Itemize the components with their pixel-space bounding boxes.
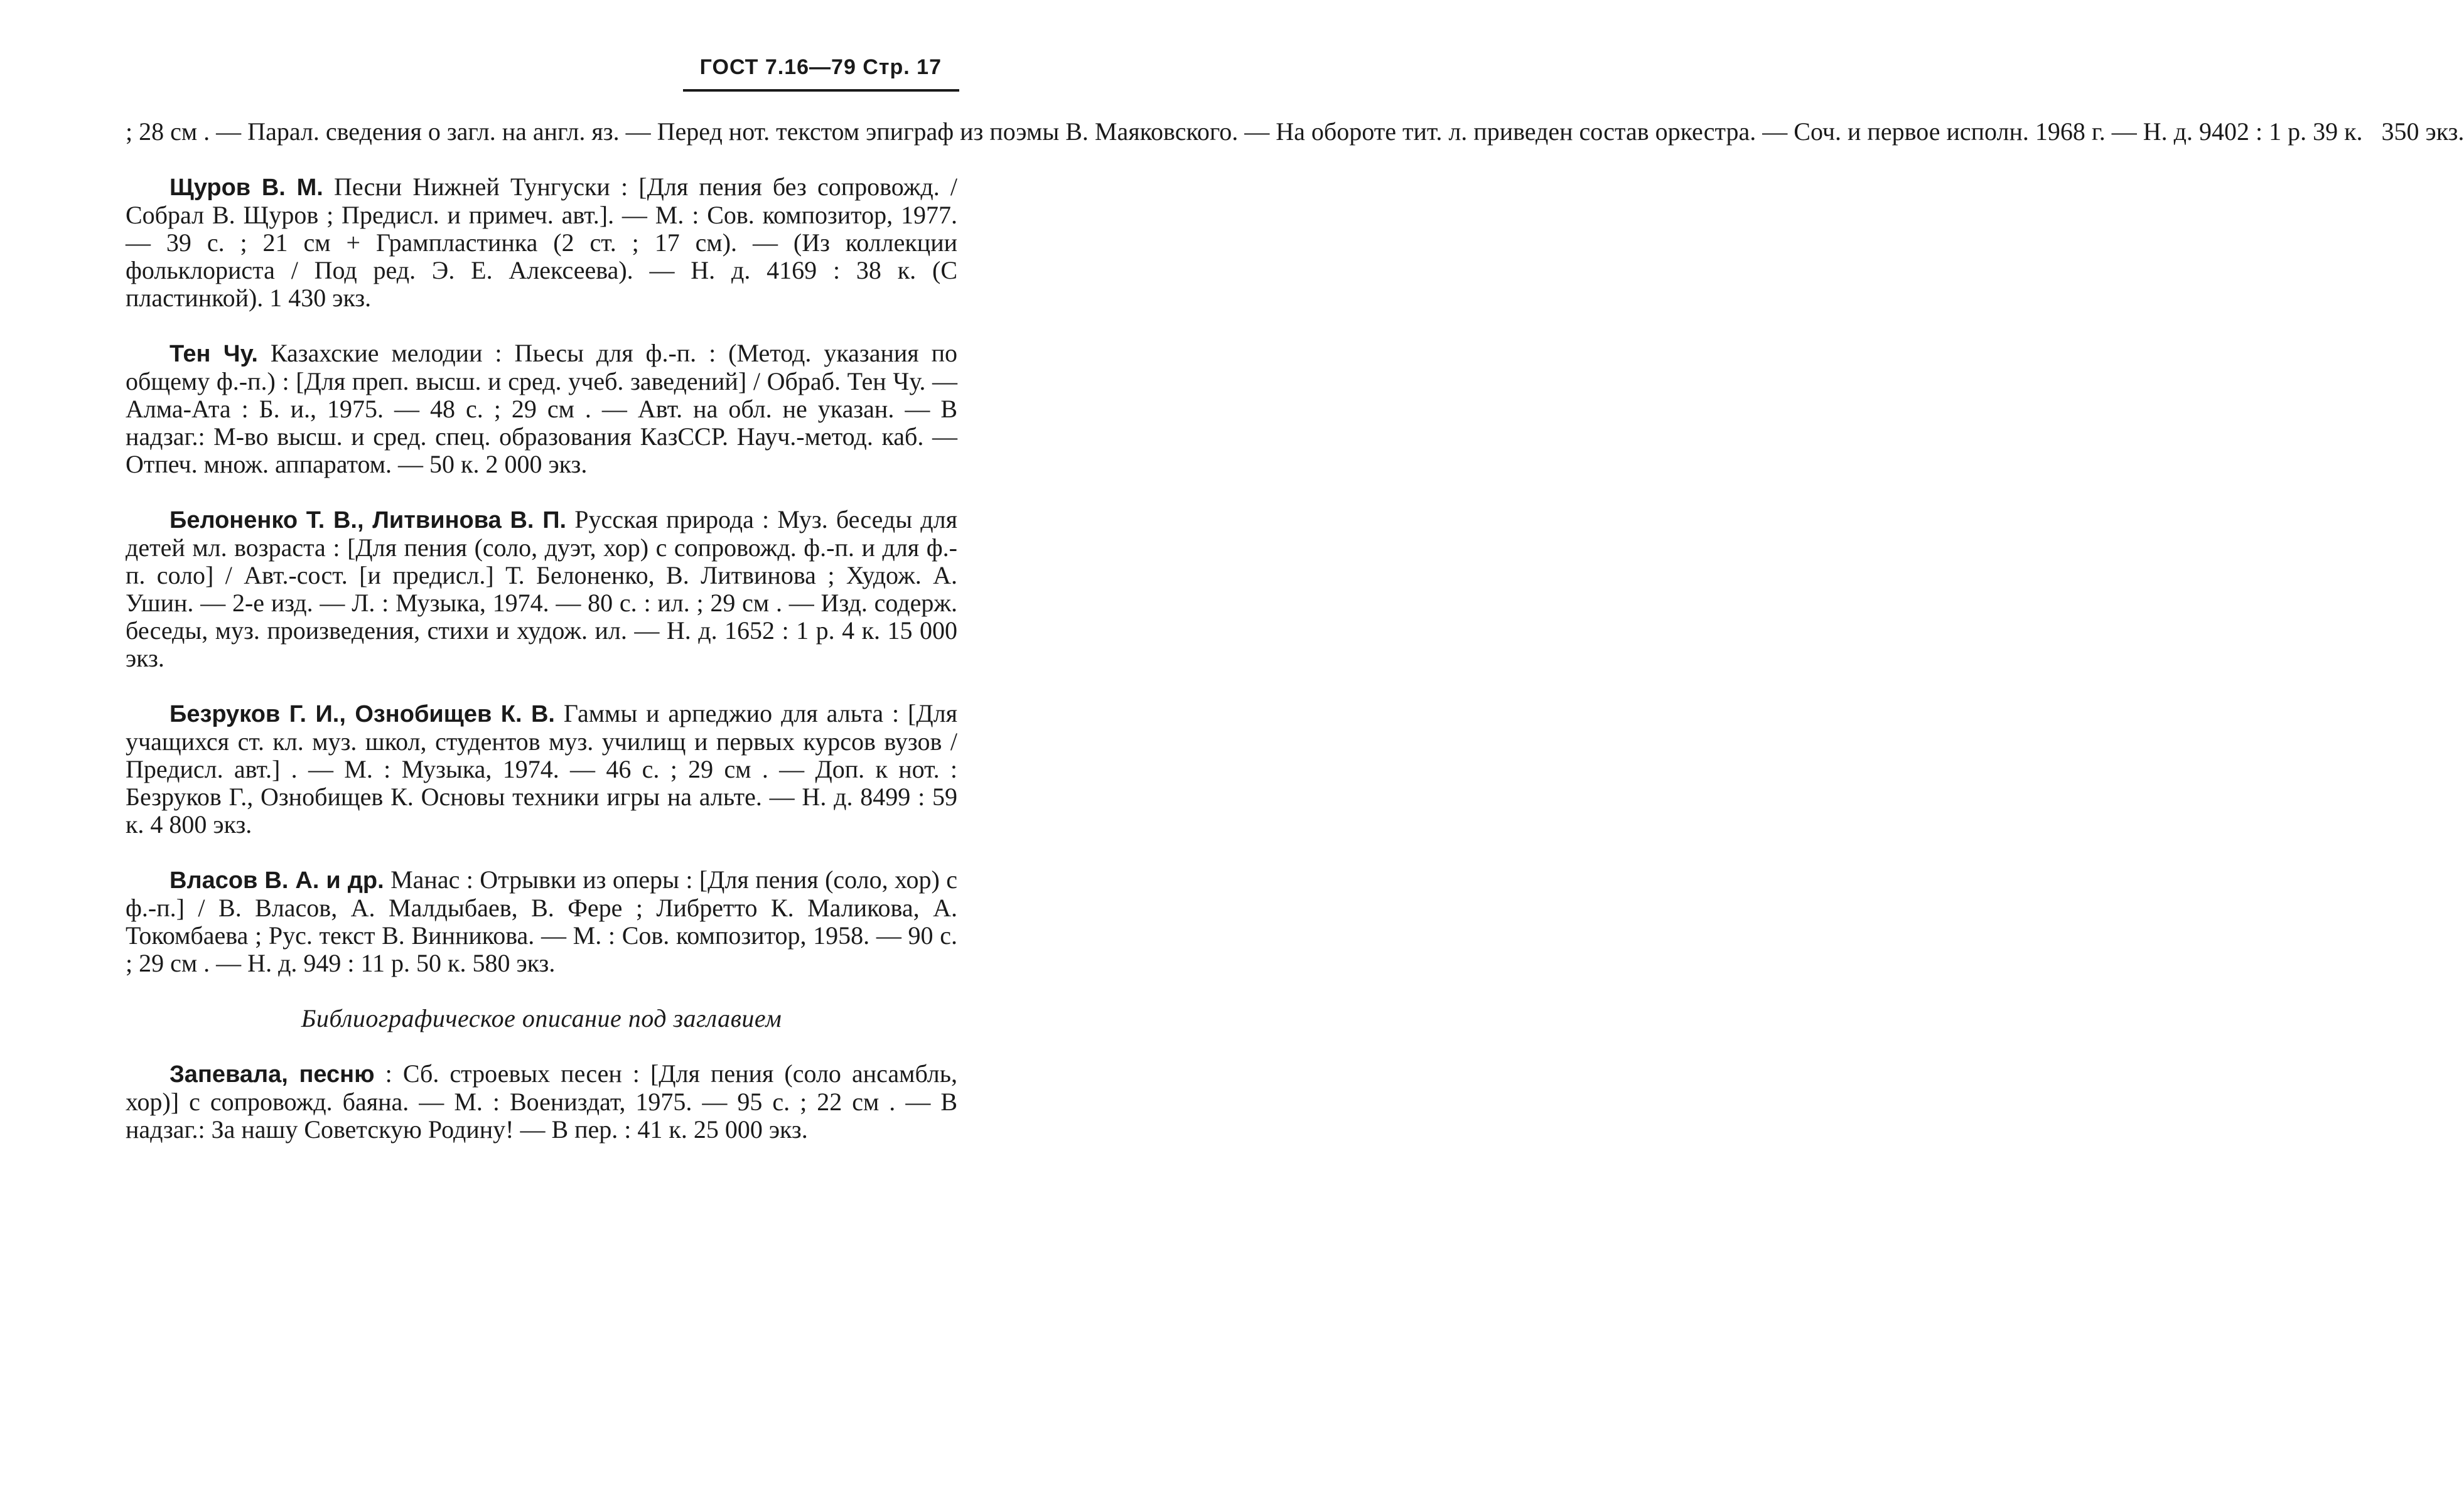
entry-text: Манас : Отрывки из оперы : [Для пения (соло, хор) с ф.-п.] / В. Власов, А. Малдыбаев, В. Фере ; Либретто К. Маликова, А. Токомбаева ; Рус. текст В. Винникова. — М. : Сов. композитор, 1958. — 90 с. ; 29 см . — Н. д. 949 : 11 р. 50 к. 580 экз. <box>126 865 958 977</box>
entry-author: Белоненко Т. В., Литвинова В. П. <box>169 507 567 533</box>
bibliographic-entry <box>126 340 957 478</box>
entry-text: Гаммы и арпеджио для альта : [Для учащихся ст. кл. муз. школ, студентов муз. училищ и первых курсов вузов / Предисл. авт.] . — М. : Музыка, 1974. — 46 с. ; 29 см . — Доп. к нот. : Безруков Г., Ознобищев К. Основы техники игры на альте. — Н. д. 8499 : 59 к. 4 800 экз. <box>126 699 957 838</box>
running-head: ГОСТ 7.16—79 Стр. 17 <box>699 55 942 79</box>
entry-text: Русская природа : Муз. беседы для детей мл. возраста : [Для пения (соло, дуэт, хор) с сопровожд. ф.-п. и для ф.-п. соло] / Авт.-сост. [и предисл.] Т. Белоненко, В. Литвинова ; Худож. А. Ушин. — 2-е изд. — Л. : Музыка, 1974. — 80 с. : ил. ; 29 см . — Изд. содерж. беседы, муз. произведения, стихи и худож. ил. — Н. д. 1652 : 1 р. 4 к. 15 000 экз. <box>126 505 957 672</box>
entry-author: Власов В. А. и др. <box>169 867 384 894</box>
entry-author: Щуров В. М. <box>169 174 323 201</box>
header-rule <box>683 89 959 92</box>
entry-author: Безруков Г. И., Ознобищев К. В. <box>169 701 555 727</box>
bibliographic-entry <box>126 506 957 672</box>
bibliographic-entry <box>126 173 957 312</box>
bibliographic-entry <box>126 700 957 838</box>
entry-text: Казахские мелодии : Пьесы для ф.-п. : (Метод. указания по общему ф.-п.) : [Для преп. высш. и сред. учеб. заведений] / Обраб. Тен Чу. — Алма-Ата : Б. и., 1975. — 48 с. ; 29 см . — Авт. на обл. не указан. — В надзаг.: М-во высш. и сред. спец. образования КазССР. Науч.-метод. каб. — Отпеч. множ. аппаратом. — 50 к. 2 000 экз. <box>126 339 958 478</box>
entry-title-heading: Запевала, песню <box>169 1061 375 1088</box>
bibliographic-entry <box>126 866 957 977</box>
entry-text: : Сб. строевых песен : [Для пения (соло ансамбль, хор)] с сопровожд. баяна. — М. : Воениздат, 1975. — 95 с. ; 22 см . — В надзаг.: За нашу Советскую Родину! — В пер. : 41 к. 25 000 экз. <box>126 1059 958 1144</box>
entry-text: Песни Нижней Тунгуски : [Для пения без сопровожд. / Собрал В. Щуров ; Предисл. и примеч. авт.]. — М. : Сов. композитор, 1977. — 39 с. ; 21 см + Грампластинка (2 ст. ; 17 см). — (Из коллекции фольклориста / Под ред. Э. Е. Алексеева). — Н. д. 4169 : 38 к. (С пластинкой). 1 430 экз. <box>126 173 957 312</box>
bibliographic-entry-continued <box>126 117 2464 146</box>
body-text <box>126 117 2464 1171</box>
entry-author: Тен Чу. <box>169 341 258 367</box>
entry-text: ; 28 см . — Парал. сведения о загл. на англ. яз. — Перед нот. текстом эпиграф из поэмы В. Маяковского. — На обороте тит. л. приведен состав оркестра. — Соч. и первое исполн. 1968 г. — Н. д. 9402 : 1 р. 39 к. 350 экз. <box>126 117 2464 146</box>
section-title: Библиографическое описание под заглавием <box>301 1004 782 1032</box>
bibliographic-entry <box>126 1060 957 1144</box>
